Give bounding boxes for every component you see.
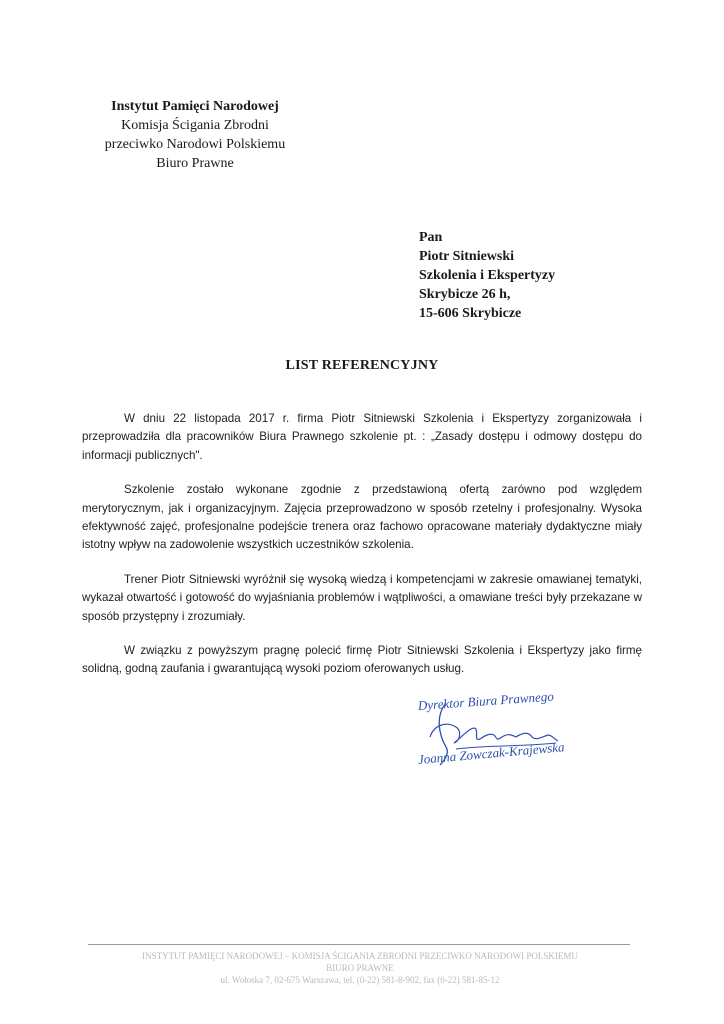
paragraph: Szkolenie zostało wykonane zgodnie z przedstawioną ofertą zarówno pod względem merytorycznym, jak i organizacyjnym. Zajęcia przeprowadzono w sposób rzetelny i profesjonalny. Wysoka efektywność zajęć, profesjonalne podejście trenera oraz fachowo opracowane materiały dydaktyczne miały istotny wpływ na zadowolenie wszystkich uczestników szkolenia.: [82, 483, 642, 552]
recipient-city: 15-606 Skrybicze: [419, 306, 522, 321]
footer-address: ul. Wołoska 7, 02-675 Warszawa, tel. (0-22) 581-8-902, fax (0-22) 581-85-12: [220, 975, 500, 985]
recipient-block: [419, 228, 639, 323]
signature-name: Joanna Zowczak-Krajewska: [417, 739, 566, 767]
letter-title: LIST REFERENCYJNY: [285, 358, 439, 373]
paragraph: Trener Piotr Sitniewski wyróżnił się wysoką wiedzą i kompetencjami w zakresie omawianej tematyki, wykazał otwartość i gotowość do wyjaśniania problemów i wątpliwości, a omawiane treści były przekazane w sposób przystępny i zrozumiały.: [82, 572, 642, 623]
sender-block: [83, 97, 307, 173]
sender-commission: Komisja Ścigania Zbrodni: [121, 118, 269, 133]
sender-institution: Instytut Pamięci Narodowej: [111, 99, 279, 114]
footer-divider: [88, 944, 630, 945]
footer-institution: INSTYTUT PAMIĘCI NARODOWEJ – KOMISJA ŚCIGANIA ZBRODNI PRZECIWKO NARODOWI POLSKIEMU: [142, 951, 578, 961]
paragraph: W dniu 22 listopada 2017 r. firma Piotr Sitniewski Szkolenia i Ekspertyzy zorganizowała i przeprowadziła dla pracowników Biura Prawnego szkolenie pt. : „Zasady dostępu i odmowy dostępu do informacji publicznych".: [82, 412, 642, 462]
letter-body: [82, 410, 642, 695]
recipient-street: Skrybicze 26 h,: [419, 287, 511, 302]
recipient-salutation: Pan: [419, 230, 443, 245]
sender-department: Biuro Prawne: [156, 156, 234, 171]
footer-department: BIURO PRAWNE: [326, 963, 394, 973]
recipient-company: Szkolenia i Ekspertyzy: [419, 268, 556, 283]
footer: [60, 950, 660, 986]
paragraph: W związku z powyższym pragnę polecić firmę Piotr Sitniewski Szkolenia i Ekspertyzy jako firmę solidną, godną zaufania i gwarantującą wysoki poziom oferowanych usług.: [82, 644, 642, 676]
signature-stamp: [416, 688, 591, 777]
signature-title: Dyrektor Biura Prawnego: [417, 688, 555, 713]
recipient-name: Piotr Sitniewski: [419, 249, 515, 264]
sender-commission-cont: przeciwko Narodowi Polskiemu: [104, 137, 286, 152]
